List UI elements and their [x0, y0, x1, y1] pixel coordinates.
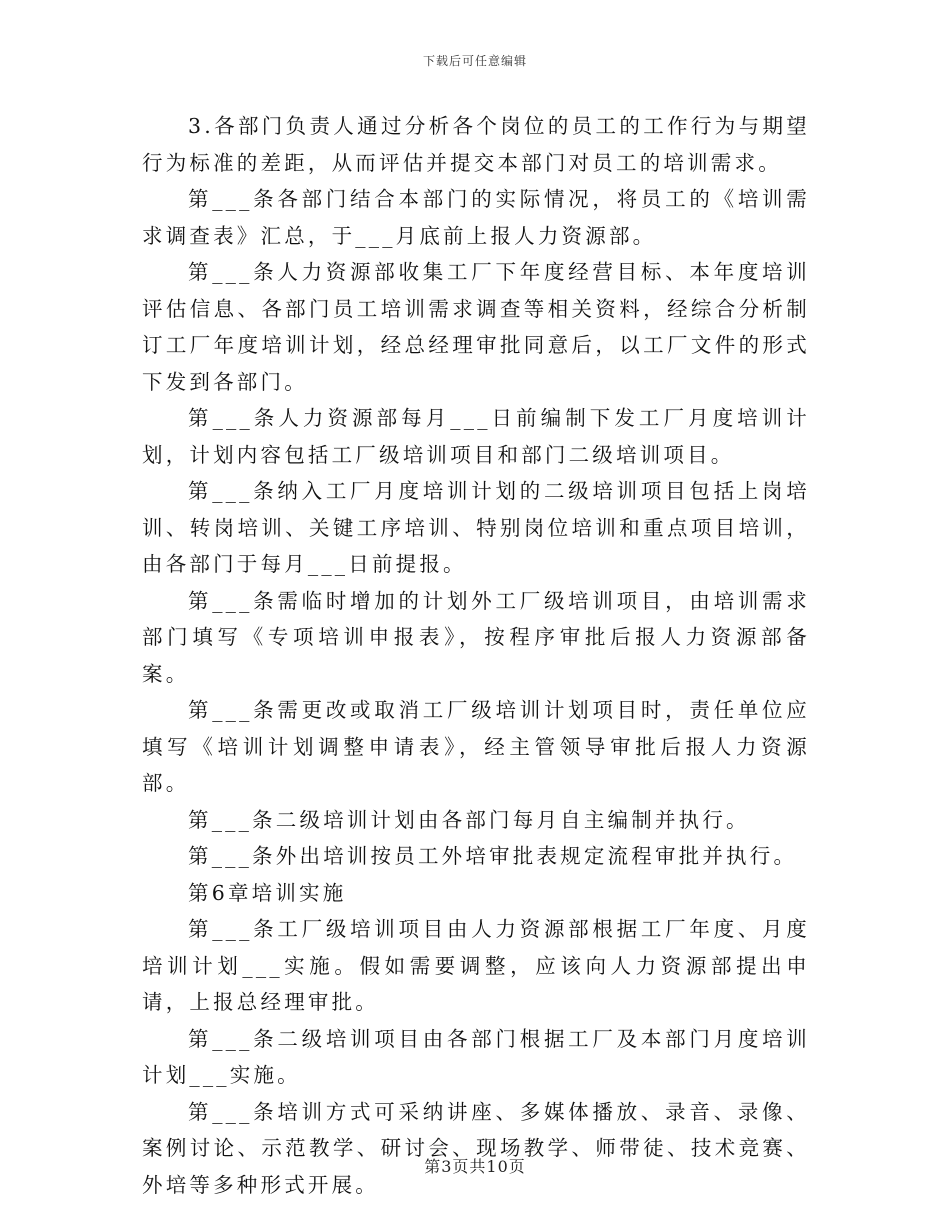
paragraph: 第___条培训方式可采纳讲座、多媒体播放、录音、录像、案例讨论、示范教学、研讨会、现场教学、师带徒、技术竞赛、外培等多种形式开展。 — [142, 1099, 810, 1197]
chapter-heading: 第6章培训实施 — [188, 880, 347, 905]
paragraph: 3.各部门负责人通过分析各个岗位的员工的工作行为与期望行为标准的差距，从而评估并提交本部门对员工的培训需求。 — [142, 114, 810, 175]
paragraph: 第___条需更改或取消工厂级培训计划项目时，责任单位应填写《培训计划调整申请表》，经主管领导审批后报人力资源部。 — [142, 698, 810, 795]
paragraph: 第___条需临时增加的计划外工厂级培训项目，由培训需求部门填写《专项培训申报表》，按程序审批后报人力资源部备案。 — [142, 588, 810, 686]
paragraph: 第___条各部门结合本部门的实际情况，将员工的《培训需求调查表》汇总，于___月底前上报人力资源部。 — [142, 187, 810, 248]
page-header: 下载后可任意编辑 — [422, 54, 527, 68]
paragraph: 第___条人力资源部收集工厂下年度经营目标、本年度培训评估信息、各部门员工培训需求调查等相关资料，经综合分析制订工厂年度培训计划，经总经理审批同意后，以工厂文件的形式下发到各部门。 — [142, 260, 810, 394]
paragraph: 第___条人力资源部每月___日前编制下发工厂月度培训计划，计划内容包括工厂级培训项目和部门二级培训项目。 — [142, 406, 810, 467]
paragraph: 第___条二级培训项目由各部门根据工厂及本部门月度培训计划___实施。 — [142, 1026, 810, 1087]
paragraph: 第___条二级培训计划由各部门每月自主编制并执行。 — [188, 807, 750, 832]
document-body — [142, 108, 810, 1203]
page-number: 第3页共10页 — [424, 1157, 526, 1176]
paragraph: 第___条外出培训按员工外培审批表规定流程审批并执行。 — [188, 844, 798, 868]
paragraph: 第___条纳入工厂月度培训计划的二级培训项目包括上岗培训、转岗培训、关键工序培训、特别岗位培训和重点项目培训，由各部门于每月___日前提报。 — [142, 479, 810, 576]
paragraph: 第___条工厂级培训项目由人力资源部根据工厂年度、月度培训计划___实施。假如需要调整，应该向人力资源部提出申请，上报总经理审批。 — [142, 917, 810, 1014]
